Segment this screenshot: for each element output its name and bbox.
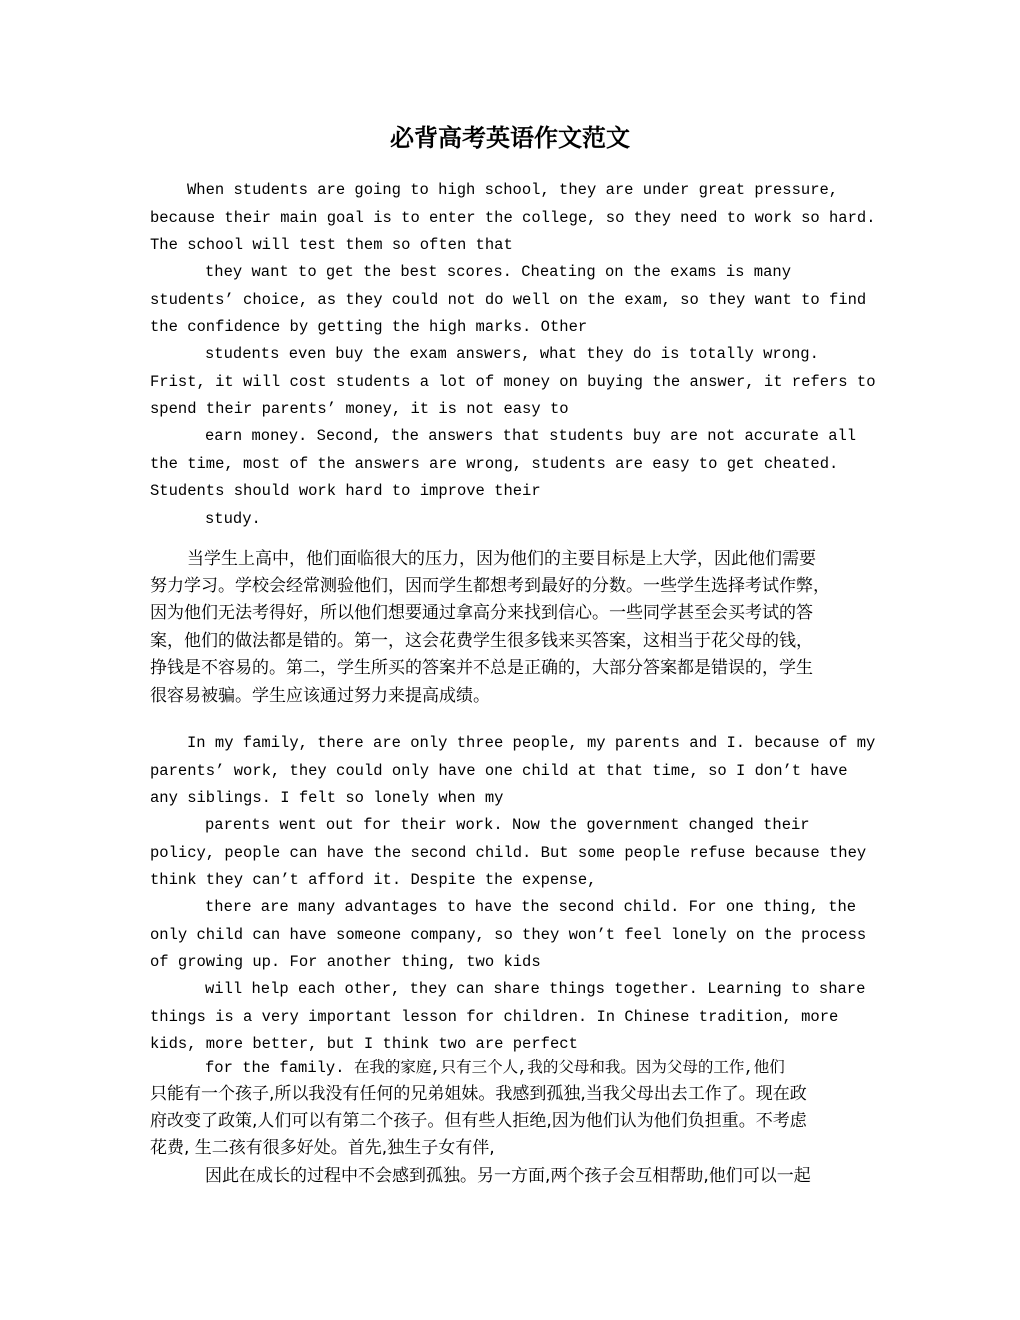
text-line: 因为他们无法考得好，所以他们想要通过拿高分来找到信心。一些同学甚至会买考试的答	[150, 603, 813, 623]
text-line: In my family, there are only three people, my parents and I. because of my	[187, 734, 876, 752]
text-line: Students should work hard to improve their	[150, 482, 541, 500]
text-line: The school will test them so often that	[150, 236, 513, 254]
text-line: there are many advantages to have the second child. For one thing, the	[205, 898, 857, 916]
text-line: will help each other, they can share things together. Learning to share	[205, 980, 866, 998]
text-line: parents’ work, they could only have one child at that time, so I don’t have	[150, 762, 848, 780]
text-line: kids, more better, but I think two are perfect	[150, 1035, 578, 1053]
text-line: Frist, it will cost students a lot of money on buying the answer, it refers to	[150, 373, 876, 391]
text-line: study.	[205, 510, 261, 528]
text-line: 因此在成长的过程中不会感到孤独。另一方面,两个孩子会互相帮助,他们可以一起	[205, 1166, 811, 1186]
text-line: only child can have someone company, so they won’t feel lonely on the process	[150, 926, 867, 944]
text-line: for the family. 在我的家庭,只有三个人,我的父母和我。因为父母的工作,他们	[205, 1059, 785, 1077]
text-line: 只能有一个孩子,所以我没有任何的兄弟姐妹。我感到孤独,当我父母出去工作了。现在政	[150, 1084, 807, 1104]
text-line: students’ choice, as they could not do well on the exam, so they want to find	[150, 291, 867, 309]
text-line: spend their parents’ money, it is not easy to	[150, 400, 569, 418]
text-line: because their main goal is to enter the college, so they need to work so hard.	[150, 209, 876, 227]
text-line: 当学生上高中，他们面临很大的压力，因为他们的主要目标是上大学，因此他们需要	[187, 549, 816, 569]
text-line: 花费, 生二孩有很多好处。首先,独生子女有伴,	[150, 1138, 495, 1158]
text-line: 案，他们的做法都是错的。第一，这会花费学生很多钱来买答案，这相当于花父母的钱，	[150, 631, 813, 651]
text-line: earn money. Second, the answers that students buy are not accurate all	[205, 427, 857, 445]
text-line: 很容易被骗。学生应该通过努力来提高成绩。	[150, 686, 490, 706]
text-line: think they can’t afford it. Despite the expense,	[150, 871, 597, 889]
page-title: 必背高考英语作文范文	[390, 123, 630, 152]
text-line: policy, people can have the second child. But some people refuse because they	[150, 844, 867, 862]
text-line: 府改变了政策,人们可以有第二个孩子。但有些人拒绝,因为他们认为他们负担重。不考虑	[150, 1111, 807, 1131]
text-line: they want to get the best scores. Cheating on the exams is many	[205, 263, 791, 281]
text-line: any siblings. I felt so lonely when my	[150, 789, 504, 807]
text-line: the time, most of the answers are wrong, students are easy to get cheated.	[150, 455, 839, 473]
text-line: the confidence by getting the high marks. Other	[150, 318, 588, 336]
text-line: 努力学习。学校会经常测验他们，因而学生都想考到最好的分数。一些学生选择考试作弊，	[150, 576, 830, 596]
text-line: parents went out for their work. Now the government changed their	[205, 816, 810, 834]
text-line: When students are going to high school, they are under great pressure,	[187, 181, 839, 199]
text-line: 挣钱是不容易的。第二，学生所买的答案并不总是正确的，大部分答案都是错误的，学生	[150, 658, 813, 678]
text-line: things is a very important lesson for children. In Chinese tradition, more	[150, 1008, 839, 1026]
text-line: students even buy the exam answers, what they do is totally wrong.	[205, 345, 819, 363]
text-line: of growing up. For another thing, two kids	[150, 953, 541, 971]
